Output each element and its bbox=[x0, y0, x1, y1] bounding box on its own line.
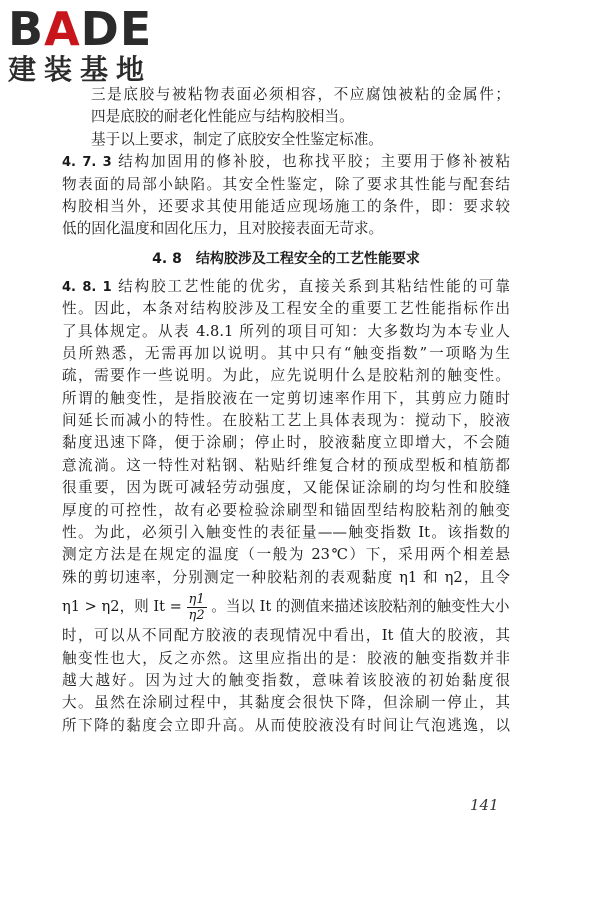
text-line: 员所熟悉，无需再加以说明。其中只有“触变指数”一项略为生 bbox=[62, 344, 510, 362]
text-line: 构胶相当外，还要求其使用能适应现场施工的条件，即：要求较 bbox=[62, 197, 510, 215]
text-line: 三是底胶与被粘物表面必须相容，不应腐蚀被粘的金属件； bbox=[91, 86, 510, 103]
logo-wordmark: BADE bbox=[8, 2, 153, 56]
text-line: 间延长而减小的特性。在胶粘工艺上具体表现为：搅动下，胶液 bbox=[62, 412, 510, 430]
text-line: 物表面的局部小缺陷。其安全性鉴定，除了要求其性能与配套结 bbox=[62, 175, 510, 193]
text-line: 黏度迅速下降，便于涂刷；停止时，胶液黏度立即增大，不会随 bbox=[62, 434, 510, 452]
text-line: 所谓的触变性，是指胶液在一定剪切速率作用下，其剪应力随时 bbox=[62, 389, 510, 407]
section-heading: 4. 8 结构胶涉及工程安全的工艺性能要求 bbox=[152, 250, 420, 267]
text-line: 所下降的黏度会立即升高。从而使胶液没有时间让气泡逃逸，以 bbox=[62, 716, 510, 734]
text-line: 四是底胶的耐老化性能应与结构胶相当。 bbox=[91, 108, 354, 126]
text-line: 时，可以从不同配方胶液的表现情况中看出，It 值大的胶液，其 bbox=[62, 627, 510, 645]
bade-logo bbox=[8, 2, 188, 86]
text-line: 性。因此，本条对结构胶涉及工程安全的重要工艺性能指标作出 bbox=[62, 300, 510, 318]
text-line: 大。虽然在涂刷过程中，其黏度会很快下降，但涂刷一停止，其 bbox=[62, 694, 510, 712]
page-number: 141 bbox=[470, 796, 499, 814]
text-line: 越大越好。因为过大的触变指数，意味着该胶液的初始黏度很 bbox=[62, 671, 510, 689]
clause-number: 4. 7. 3 bbox=[62, 155, 112, 171]
text-line: 性。为此，必须引入触变性的表征量——触变指数 It。该指数的 bbox=[62, 524, 510, 542]
text-line: 触变性也大，反之亦然。这里应指出的是：胶液的触变指数并非 bbox=[62, 649, 510, 667]
text-line: 基于以上要求，制定了底胶安全性鉴定标准。 bbox=[91, 130, 383, 148]
text-line: 意流淌。这一特性对粘钢、粘贴纤维复合材的预成型板和植筋都 bbox=[62, 456, 510, 474]
text-line: 疏，需要作一些说明。为此，应先说明什么是胶粘剂的触变性。 bbox=[62, 367, 510, 385]
formula-fraction: $\frac{\eta 1}{\eta 2}$ bbox=[188, 591, 205, 623]
clause-4-8-1-line: 4. 8. 1 结构胶工艺性能的优劣，直接关系到其粘结性能的可靠 bbox=[62, 277, 510, 295]
text-line: 测定方法是在规定的温度（一般为 23℃）下，采用两个相差悬 bbox=[62, 546, 510, 564]
thixotropic-index-formula: η1 > η2，则 It = $\frac{\eta 1}{\eta 2}$ 。当以 It 的测值来描述该胶粘剂的触变性大小 bbox=[62, 591, 510, 623]
text-line: 低的固化温度和固化压力，且对胶接表面无苛求。 bbox=[62, 220, 384, 238]
document-page bbox=[62, 84, 510, 737]
text-line: 了具体规定。从表 4.8.1 所列的项目可知：大多数均为本专业人 bbox=[62, 322, 510, 340]
text-line: 殊的剪切速率，分别测定一种胶粘剂的表观黏度 η1 和 η2，且令 bbox=[62, 568, 510, 586]
text-line: 厚度的可控性，故有必要检验涂刷型和锚固型结构胶粘剂的触变 bbox=[62, 501, 510, 519]
text-line: 很重要，因为既可减轻劳动强度，又能保证涂刷的均匀性和胶缝 bbox=[62, 479, 510, 497]
clause-4-7-3-line: 4. 7. 3 结构加固用的修补胶，也称找平胶；主要用于修补被粘 bbox=[62, 153, 510, 171]
clause-number: 4. 8. 1 bbox=[62, 279, 112, 295]
logo-subtitle: 建装基地 bbox=[8, 53, 153, 86]
